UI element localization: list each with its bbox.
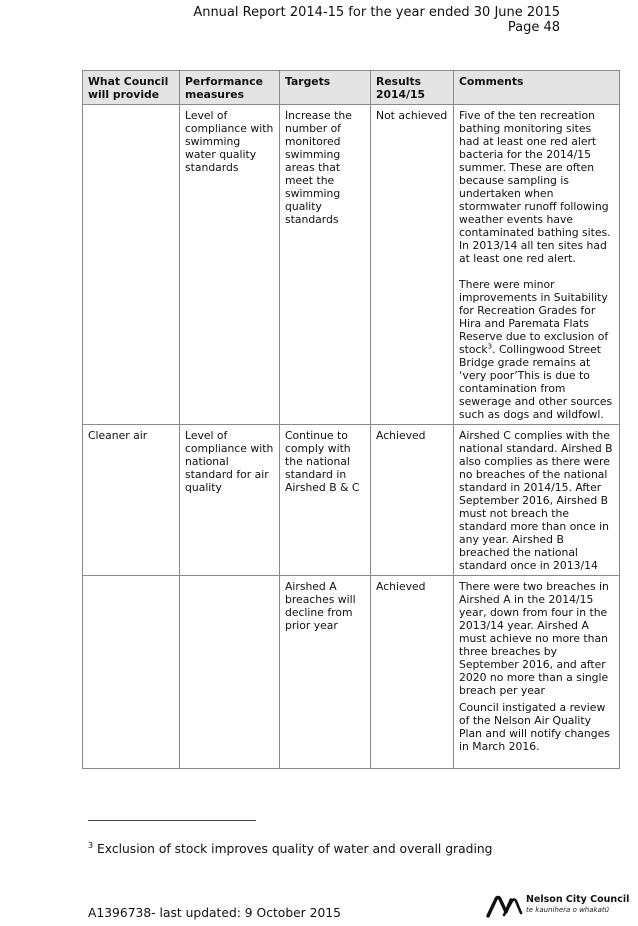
cell-measure [180, 576, 280, 769]
cell-provide [83, 576, 180, 769]
nelson-city-council-logo-icon [486, 893, 524, 919]
table-header-row [83, 71, 620, 105]
report-title: Annual Report 2014-15 for the year ended 30 June 2015 [193, 5, 560, 20]
document-id: A1396738- last updated: 9 October 2015 [88, 906, 341, 920]
cell-comment [454, 425, 620, 576]
cell-provide [83, 105, 180, 425]
logo-name: Nelson City Council [526, 894, 630, 905]
cell-target: Airshed A breaches will decline from prior year [280, 576, 371, 769]
comment-paragraph: Council instigated a review of the Nelson Air Quality Plan and will notify changes in March 2016. [459, 701, 610, 753]
cell-comment [454, 105, 620, 425]
table-row [83, 105, 620, 425]
cell-comment [454, 576, 620, 769]
comment-paragraph: There were two breaches in Airshed A in the 2014/15 year, down from four in the 2013/14 year. Airshed A must achieve no more than three breaches by September 2016, and after 2020 no more than a single breach per year [459, 580, 609, 697]
cell-target: Increase the number of monitored swimming areas that meet the swimming quality standards [280, 105, 371, 425]
performance-table [82, 70, 620, 769]
column-header-comments: Comments [454, 71, 620, 105]
logo-subtitle: te kaunihera o whakatū [526, 906, 610, 914]
comment-paragraph: Five of the ten recreation bathing monitoring sites had at least one red alert bacteria for the 2014/15 summer. These are often because sampling is undertaken when stormwater runoff following weather events have contaminated bathing sites. In 2013/14 all ten sites had at least one red alert. [459, 109, 611, 265]
page-number: Page 48 [507, 20, 560, 35]
column-header-measures: Performance measures [180, 71, 280, 105]
footnote-number: 3 [88, 840, 94, 850]
table-row [83, 425, 620, 576]
footnote-text: Exclusion of stock improves quality of water and overall grading [93, 842, 493, 856]
column-header-provide: What Council will provide [83, 71, 180, 105]
cell-target: Continue to comply with the national standard in Airshed B & C [280, 425, 371, 576]
comment-paragraph [459, 278, 614, 421]
footnote [88, 842, 492, 857]
page-header [193, 5, 560, 35]
cell-measure: Level of compliance with swimming water quality standards [180, 105, 280, 425]
cell-provide: Cleaner air [83, 425, 180, 576]
column-header-results: Results 2014/15 [371, 71, 454, 105]
cell-result: Not achieved [371, 105, 454, 425]
council-logo [486, 893, 630, 919]
cell-result: Achieved [371, 576, 454, 769]
table-row [83, 576, 620, 769]
cell-measure: Level of compliance with national standard for air quality [180, 425, 280, 576]
cell-result: Achieved [371, 425, 454, 576]
comment-paragraph: Airshed C complies with the national standard. Airshed B also complies as there were no breaches of the national standard in 2014/15. After September 2016, Airshed B must not breach the standard more than once in any year. Airshed B breached the national standard once in 2013/14 [459, 429, 613, 572]
comment-text: There were minor improvements in Suitability for Recreation Grades for Hira and Paremata Flats Reserve due to exclusion of stock [459, 278, 609, 356]
footnote-divider [88, 820, 256, 821]
column-header-targets: Targets [280, 71, 371, 105]
footnote-reference[interactable]: 3 [487, 342, 493, 351]
comment-text: . Collingwood Street Bridge grade remains at ‘very poor’This is due to contamination from sewerage and other sources such as dogs and wildfowl. [459, 343, 613, 421]
